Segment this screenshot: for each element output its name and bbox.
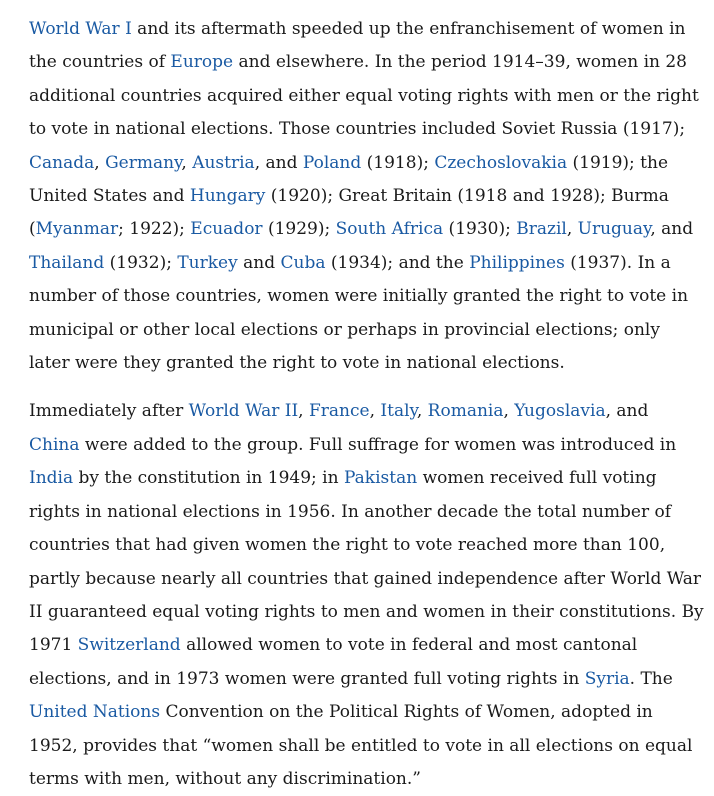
article-body [29, 13, 704, 796]
text-segment: , and [650, 219, 694, 240]
link-yugoslavia[interactable]: Yugoslavia [514, 401, 606, 422]
link-uruguay[interactable]: Uruguay [577, 219, 651, 240]
text-segment: . The [629, 668, 673, 689]
link-austria[interactable]: Austria [192, 152, 255, 173]
link-switzerland[interactable]: Switzerland [77, 635, 181, 656]
link-france[interactable]: France [308, 401, 370, 422]
text-segment: and elsewhere. In the period 1914–39, women in 28 additional countries acquired either equal voting rights with men or the right to vote in national elections. Those countries included Soviet Russia (1917); [29, 52, 699, 140]
text-segment: , [566, 219, 578, 240]
text-segment: , and [254, 152, 303, 173]
text-segment: , [298, 401, 309, 422]
link-philippines[interactable]: Philippines [469, 252, 565, 273]
link-syria[interactable]: Syria [584, 668, 630, 689]
text-segment: by the constitution in 1949; in [73, 468, 344, 489]
text-segment: allowed women to vote in federal and most cantonal elections, and in 1973 women were granted full voting rights in [29, 635, 638, 689]
link-world-war-i[interactable]: World War I [29, 19, 132, 39]
link-hungary[interactable]: Hungary [189, 186, 266, 207]
link-united-nations[interactable]: United Nations [29, 702, 161, 723]
text-segment: (1918); [361, 152, 435, 173]
text-segment: (1932); [104, 252, 178, 273]
link-pakistan[interactable]: Pakistan [343, 468, 418, 489]
text-segment: Immediately after [29, 401, 189, 422]
paragraph-1 [29, 13, 704, 380]
link-south-africa[interactable]: South Africa [335, 219, 444, 240]
text-segment: , [181, 152, 193, 173]
link-romania[interactable]: Romania [427, 401, 504, 422]
text-segment: were added to the group. Full suffrage for women was introduced in [79, 434, 677, 455]
text-segment: , [94, 152, 106, 173]
text-segment: (1930); [443, 219, 517, 240]
paragraph-2 [29, 395, 704, 796]
link-brazil[interactable]: Brazil [516, 219, 567, 240]
link-ecuador[interactable]: Ecuador [190, 219, 263, 240]
text-segment: (1934); and the [325, 252, 470, 273]
link-world-war-ii[interactable]: World War II [188, 401, 299, 422]
link-cuba[interactable]: Cuba [280, 252, 326, 273]
text-segment: , [416, 401, 428, 422]
link-germany[interactable]: Germany [105, 152, 182, 173]
link-myanmar[interactable]: Myanmar [35, 219, 119, 240]
link-europe[interactable]: Europe [170, 52, 234, 73]
link-india[interactable]: India [29, 468, 74, 489]
text-segment: Convention on the Political Rights of Women, adopted in 1952, provides that “women shall be entitled to vote in all elections on equal terms with men, without any discrimination.” [29, 702, 693, 789]
link-turkey[interactable]: Turkey [177, 252, 238, 273]
link-canada[interactable]: Canada [29, 152, 95, 173]
text-segment: and its aftermath speeded up the enfranchisement of women in the countries of [29, 19, 686, 73]
link-poland[interactable]: Poland [302, 152, 362, 173]
link-italy[interactable]: Italy [380, 401, 417, 422]
text-segment: (1920); Great Britain (1918 and 1928); Burma ( [29, 186, 669, 240]
text-segment: and [237, 252, 281, 273]
link-thailand[interactable]: Thailand [29, 252, 105, 273]
text-segment: , [503, 401, 515, 422]
text-segment: , [369, 401, 381, 422]
text-segment: , and [605, 401, 649, 422]
link-czechoslovakia[interactable]: Czechoslovakia [434, 152, 568, 173]
text-segment: ; 1922); [118, 219, 191, 240]
link-china[interactable]: China [29, 434, 80, 455]
text-segment: (1937). In a number of those countries, women were initially granted the right to vote in municipal or other local elections or perhaps in provincial elections; only later were they granted the right to vote in national elections. [29, 252, 689, 374]
text-segment: (1919); the United States and [29, 152, 668, 207]
text-segment: women received full voting rights in national elections in 1956. In another decade the total number of countries that had given women the right to vote reached more than 100, partly because nearly all countries that gained independence after World War II guaranteed equal voting rights to men and women in their constitutions. By 1971 [29, 468, 704, 656]
text-segment: (1929); [262, 219, 336, 240]
